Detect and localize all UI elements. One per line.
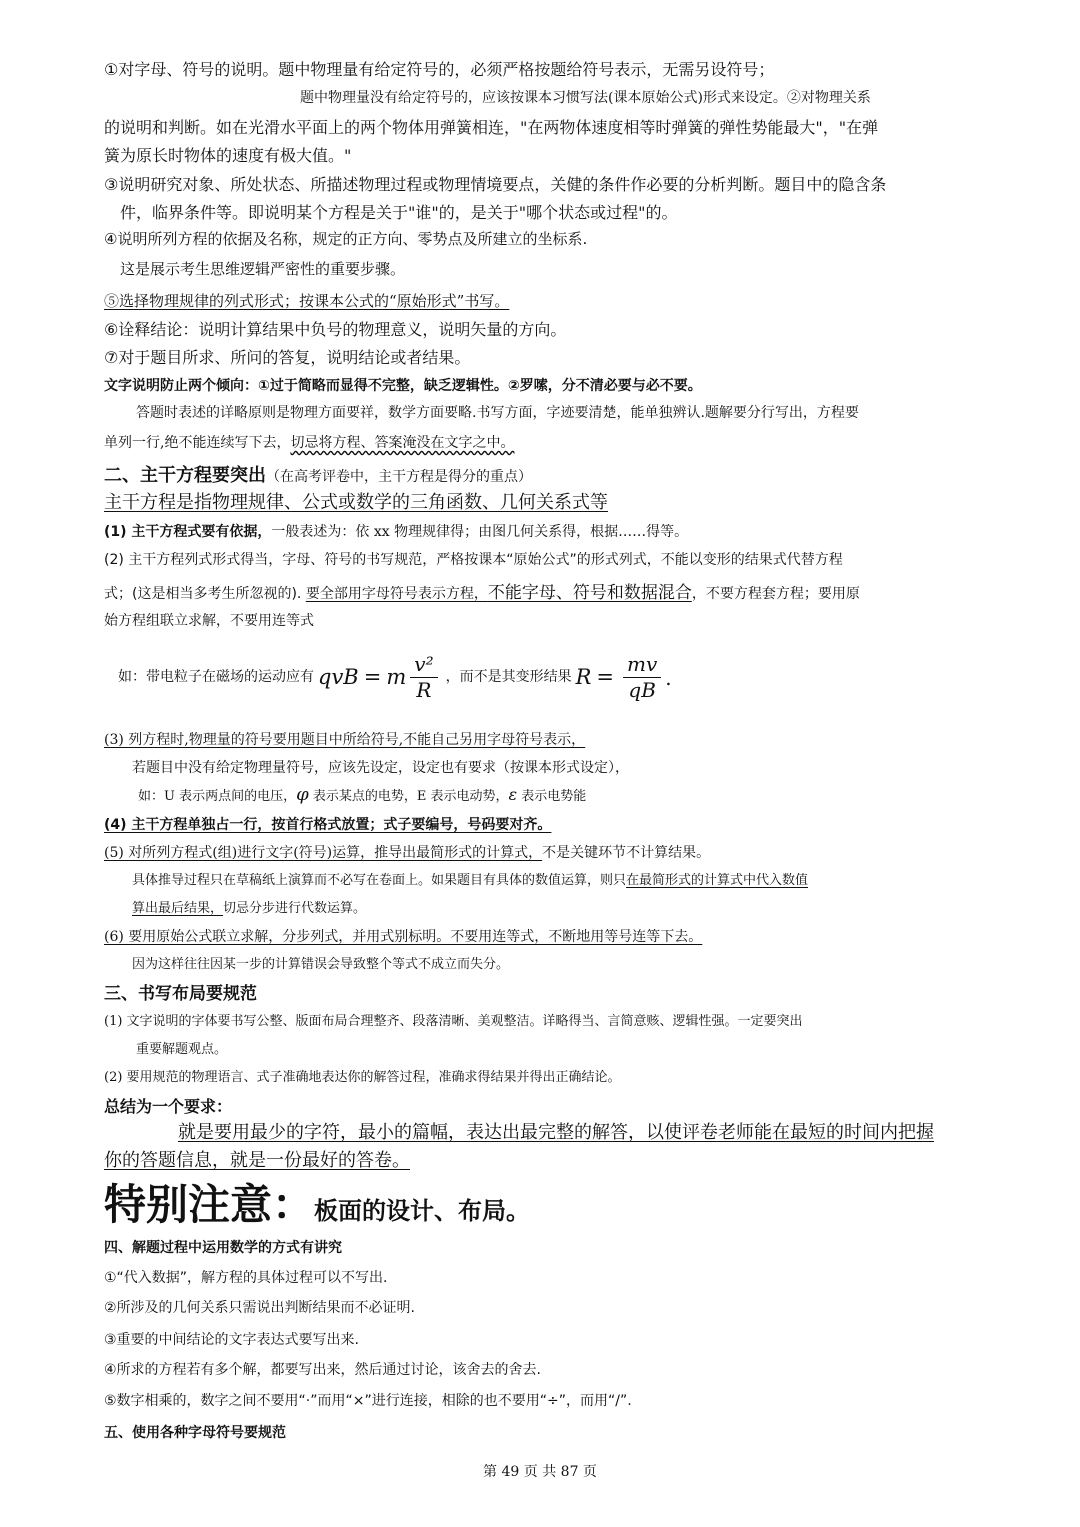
item-3-text: ③说明研究对象、所处状态、所描述物理过程或物理情境要点，关健的条件作必要的分析判断。题目中的隐含条 xyxy=(104,175,887,194)
phi-symbol: φ xyxy=(296,784,309,805)
rule-2-end: 始方程组联立求解，不要用连等式 xyxy=(104,613,314,629)
item-2-text-end: 簧为原长时物体的速度有极大值。" xyxy=(104,146,352,165)
rule-6-text: (6) 要用原始公式联立求解，分步列式，并用式别标明。不要用连等式，不断地用等号连等下去。 xyxy=(104,929,703,945)
math-rule-2: ②所涉及的几何关系只需说出判断结果而不必证明. xyxy=(104,1300,415,1316)
formula-equals: = xyxy=(363,664,382,689)
formula-fraction xyxy=(410,652,437,703)
rule-1-label: (1) 主干方程式要有依据， xyxy=(104,524,272,540)
section-3-heading: 三、书写布局要规范 xyxy=(104,984,257,1004)
formula-numerator: v² xyxy=(410,652,437,678)
formula-lhs: qvB xyxy=(318,664,359,689)
result-period: . xyxy=(665,665,672,690)
result-denominator: qB xyxy=(628,678,656,702)
epsilon-symbol: ε xyxy=(508,785,518,804)
rule-3-example-epsilon: 表示电势能 xyxy=(517,789,587,804)
detail-principle-end: 单列一行,绝不能连续写下去， xyxy=(104,435,291,451)
rule-3-example-u: 如：U 表示两点间的电压， xyxy=(138,789,297,804)
summary-heading: 总结为一个要求： xyxy=(104,1097,233,1116)
math-rule-5: ⑤数字相乘的，数字之间不要用“·”而用“×”进行连接，相除的也不要用“÷”，而用“/”. xyxy=(104,1393,632,1409)
section-2-heading: 二、主干方程要突出 xyxy=(104,465,266,486)
item-1-text: ①对字母、符号的说明。题中物理量有给定符号的，必须严格按题给符号表示，无需另设符号； xyxy=(104,60,775,79)
result-lhs: R xyxy=(575,664,592,689)
result-numerator: mv xyxy=(623,652,661,678)
rule-2-tail: ，不要方程套方程；要用原 xyxy=(691,586,860,602)
two-tendencies-note: 文字说明防止两个倾向：①过于简略而显得不完整，缺乏逻辑性。②罗嗦，分不清必要与必不要。 xyxy=(104,378,702,394)
main-equation-definition: 主干方程是指物理规律、公式或数学的三角函数、几何关系式等 xyxy=(104,492,608,513)
item-2-text: 的说明和判断。如在光滑水平面上的两个物体用弹簧相连，"在两物体速度相等时弹簧的弹性势能最大"，"在弹 xyxy=(104,118,879,137)
section-2-note: （在高考评卷中，主干方程是得分的重点） xyxy=(266,469,532,485)
layout-rule-2: (2) 要用规范的物理语言、式子准确地表达你的解答过程，准确求得结果并得出正确结论。 xyxy=(104,1070,621,1085)
rule-6-note: 因为这样往往因某一步的计算错误会导致整个等式不成立而失分。 xyxy=(132,957,510,972)
rule-3-note: 若题目中没有给定物理量符号，应该先设定，设定也有要求（按课本形式设定）， xyxy=(132,760,629,776)
rule-5-text: (5) 对所列方程式(组)进行文字(符号)运算，推导出最简形式的计算式， xyxy=(104,845,543,861)
summary-text-end: 你的答题信息，就是一份最好的答卷。 xyxy=(104,1150,410,1171)
rule-2-no-mixing: 不能字母、符号和数据混合 xyxy=(487,583,692,603)
special-attention-text: 板面的设计、布局。 xyxy=(314,1197,531,1225)
page-footer: 第 49 页 共 87 页 xyxy=(483,1464,597,1480)
item-4-text: ④说明所列方程的依据及名称，规定的正方向、零势点及所建立的坐标系. xyxy=(104,230,588,248)
layout-rule-1: (1) 文字说明的字体要书写公整、版面布局合理整齐、段落清晰、美观整洁。详略得当、言简意赅、逻辑性强。一定要突出 xyxy=(104,1014,803,1029)
section-4-heading: 四、解题过程中运用数学的方式有讲究 xyxy=(104,1240,342,1256)
rule-4-text: (4) 主干方程单独占一行，按首行格式放置；式子要编号，号码要对齐。 xyxy=(104,817,552,833)
rule-5-note-result: 算出最后结果， xyxy=(132,901,224,916)
section-5-heading: 五、使用各种字母符号要规范 xyxy=(104,1425,286,1441)
formula-example xyxy=(118,652,672,703)
rule-3-example-phi: 表示某点的电势，E 表示电动势， xyxy=(308,789,509,804)
item-5-text: ⑤选择物理规律的列式形式；按课本公式的“原始形式”书写。 xyxy=(104,292,510,310)
rule-2-text: (2) 主干方程列式形式得当，字母、符号的书写规范，严格按课本“原始公式”的形式列式，不能以变形的结果式代替方程 xyxy=(104,552,843,568)
formula-example-intro: 如：带电粒子在磁场的运动应有 xyxy=(118,669,314,686)
rule-5-note-end: 切忌分步进行代数运算。 xyxy=(223,901,367,916)
rule-3-text: (3) 列方程时,物理量的符号要用题目中所给符号,不能自己另用字母符号表示， xyxy=(104,732,586,748)
formula-denominator: R xyxy=(416,678,432,702)
item-4-note: 这是展示考生思维逻辑严密性的重要步骤。 xyxy=(120,260,406,278)
item-7-text: ⑦对于题目所求、所问的答复，说明结论或者结果。 xyxy=(104,348,471,367)
item-6-text: ⑥诠释结论：说明计算结果中负号的物理意义，说明矢量的方向。 xyxy=(104,320,567,339)
item-3-text-end: 件，临界条件等。即说明某个方程是关于"谁"的，是关于"哪个状态或过程"的。 xyxy=(120,203,678,222)
item-1-continued: 题中物理量没有给定符号的，应该按课本习惯写法(课本原始公式)形式来设定。②对物理关系 xyxy=(300,90,871,106)
warning-wavy-underline: 切忌将方程、答案淹没在文字之中。 xyxy=(290,435,515,451)
rule-2-underlined: 要全部用字母符号表示方程， xyxy=(305,586,488,602)
rule-5-tail: 不是关键环节不计算结果。 xyxy=(542,845,711,861)
detail-principle-text: 答题时表述的详略原则是物理方面要祥，数学方面要略.书写方面，字迹要清楚，能单独辨认.题解要分行写出，方程要 xyxy=(136,405,859,421)
summary-text: 就是要用最少的字符，最小的篇幅，表达出最完整的解答，以使评卷老师能在最短的时间内把握 xyxy=(178,1122,934,1143)
rule-2-cont: 式；(这是相当多考生所忽视的). xyxy=(104,586,306,602)
math-rule-1: ①“代入数据”，解方程的具体过程可以不写出. xyxy=(104,1270,388,1286)
result-fraction xyxy=(623,652,661,703)
special-attention-title: 特别注意： xyxy=(104,1180,315,1229)
formula-m: m xyxy=(386,664,407,689)
rule-5-note-underlined: 在最简形式的计算式中代入数值 xyxy=(626,873,809,888)
formula-example-contrast: ，而不是其变形结果 xyxy=(445,669,572,686)
rule-5-note: 具体推导过程只在草稿纸上演算而不必写在卷面上。如果题目有具体的数值运算，则只 xyxy=(132,873,627,888)
result-equals: = xyxy=(596,664,615,689)
math-rule-3: ③重要的中间结论的文字表达式要写出来. xyxy=(104,1332,359,1348)
rule-1-text: 一般表述为：依 xx 物理规律得；由图几何关系得，根据……得等。 xyxy=(271,524,689,540)
layout-rule-1-end: 重要解题观点。 xyxy=(136,1042,228,1057)
math-rule-4: ④所求的方程若有多个解，都要写出来，然后通过讨论，该舍去的舍去. xyxy=(104,1362,541,1378)
